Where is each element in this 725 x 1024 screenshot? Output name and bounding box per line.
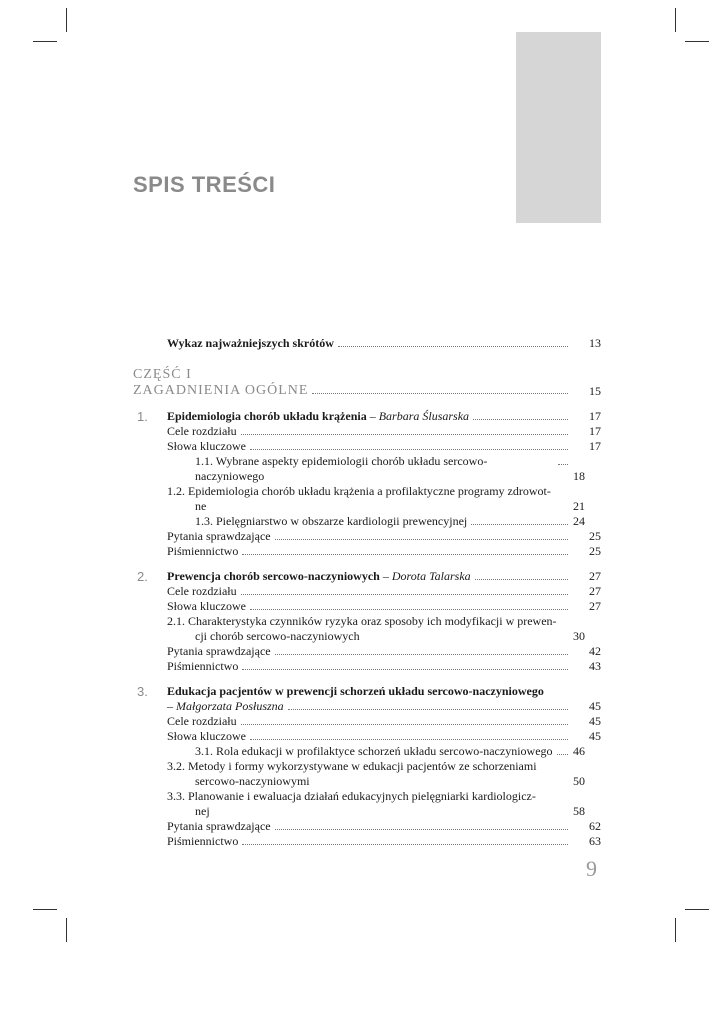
toc-entry[interactable] (133, 644, 601, 659)
toc-entry-label: 3.3. Planowanie i ewaluacja działań edukacyjnych pielęgniarki kardiologicz- (167, 789, 536, 803)
toc-entry-label: Piśmiennictwo (167, 659, 239, 673)
chapter-heading[interactable] (133, 409, 601, 424)
crop-mark (685, 909, 709, 910)
toc-entry[interactable] (133, 729, 601, 744)
part-number: CZĘŚĆ I (133, 367, 192, 382)
toc-page-number: 13 (589, 336, 601, 350)
toc-page-number: 27 (589, 599, 601, 613)
toc-entry-label: Słowa kluczowe (167, 729, 246, 743)
decorative-gray-block (516, 32, 601, 223)
toc-entry-continuation: ne (195, 499, 207, 513)
chapter-title: Epidemiologia chorób układu krążenia (167, 409, 367, 423)
toc-entry[interactable] (133, 529, 601, 544)
toc-entry[interactable] (133, 424, 601, 439)
crop-mark (675, 918, 676, 942)
author-separator: – (167, 699, 176, 713)
toc-entry[interactable] (133, 544, 601, 559)
toc-page-number: 45 (589, 729, 601, 743)
crop-mark (675, 8, 676, 32)
chapter-title: Prewencja chorób sercowo-naczyniowych (167, 569, 380, 583)
chapter-number: 3. (137, 684, 148, 699)
author-separator: – (379, 569, 392, 583)
toc-page-number: 17 (589, 439, 601, 453)
toc-page-number: 63 (589, 834, 601, 848)
toc-entry-label: Wykaz najważniejszych skrótów (167, 336, 334, 350)
toc-page-number: 27 (589, 569, 601, 583)
toc-page-number: 27 (589, 584, 601, 598)
toc-entry-label: 1.1. Wybrane aspekty epidemiologii chorób układu sercowo-naczyniowego (195, 454, 488, 483)
toc-entry[interactable] (133, 834, 601, 849)
chapter-heading[interactable] (133, 569, 601, 584)
toc-entry-label: Piśmiennictwo (167, 834, 239, 848)
page-title: SPIS TREŚCI (133, 172, 276, 197)
toc-entry[interactable] (133, 659, 601, 674)
chapter-title: Edukacja pacjentów w prewencji schorzeń układu sercowo-naczyniowego (167, 684, 544, 698)
toc-subsection[interactable]: 3.3. Planowanie i ewaluacja działań edukacyjnych pielęgniarki kardiologicz- nej 58 (167, 789, 585, 818)
crop-mark (66, 918, 67, 942)
toc-page-number: 62 (589, 819, 601, 833)
toc-entry[interactable] (133, 599, 601, 614)
toc-page-number: 45 (589, 714, 601, 728)
toc-page-number: 43 (589, 659, 601, 673)
toc-subsection[interactable]: 1.3. Pielęgniarstwo w obszarze kardiologii prewencyjnej 24 (195, 514, 585, 528)
toc-entry-label: Piśmiennictwo (167, 544, 239, 558)
chapter-author: Dorota Talarska (391, 569, 471, 583)
toc-page-number: 45 (589, 699, 601, 713)
table-of-contents (133, 336, 601, 849)
toc-entry-label: Cele rozdziału (167, 714, 237, 728)
toc-entry[interactable] (133, 714, 601, 729)
toc-page-number: 25 (589, 529, 601, 543)
toc-entry-label: Cele rozdziału (167, 584, 237, 598)
toc-page-number: 42 (589, 644, 601, 658)
toc-entry-label: Pytania sprawdzające (167, 644, 271, 658)
crop-mark (33, 41, 57, 42)
chapter-author: Barbara Ślusarska (378, 409, 470, 423)
toc-subsection[interactable]: 1.2. Epidemiologia chorób układu krążenia a profilaktyczne programy zdrowot- ne 21 (167, 484, 585, 513)
toc-entry-label: 3.1. Rola edukacji w profilaktyce schorzeń układu sercowo-naczyniowego (195, 744, 553, 758)
toc-page-number: 15 (589, 384, 601, 398)
toc-entry-label: Słowa kluczowe (167, 439, 246, 453)
toc-entry-continuation: sercowo-naczyniowymi (195, 774, 310, 788)
toc-entry[interactable] (133, 819, 601, 834)
author-separator: – (366, 409, 379, 423)
toc-entry-label: Słowa kluczowe (167, 599, 246, 613)
toc-subsection[interactable]: 2.1. Charakterystyka czynników ryzyka oraz sposoby ich modyfikacji w prewen- cji chorób sercowo-naczyniowych 30 (167, 614, 585, 643)
toc-subsection[interactable]: 3.1. Rola edukacji w profilaktyce schorzeń układu sercowo-naczyniowego 46 (195, 744, 585, 758)
crop-mark (685, 41, 709, 42)
toc-page-number: 17 (589, 409, 601, 423)
chapter-author: Małgorzata Posłuszna (176, 699, 284, 713)
chapter-number: 1. (137, 409, 148, 424)
toc-entry-label: Pytania sprawdzające (167, 529, 271, 543)
chapter-list (133, 409, 601, 849)
toc-entry-label: 1.2. Epidemiologia chorób układu krążenia a profilaktyczne programy zdrowot- (167, 484, 551, 498)
toc-entry[interactable] (133, 584, 601, 599)
crop-mark (66, 8, 67, 32)
chapter-number: 2. (137, 569, 148, 584)
toc-page-number: 17 (589, 424, 601, 438)
toc-entry[interactable] (133, 439, 601, 454)
toc-subsection[interactable]: 3.2. Metody i formy wykorzystywane w edukacji pacjentów ze schorzeniami sercowo-naczyniowymi 50 (167, 759, 585, 788)
toc-entry-continuation: cji chorób sercowo-naczyniowych (195, 629, 360, 643)
toc-page-number: 25 (589, 544, 601, 558)
toc-entry-abbreviations[interactable] (133, 336, 601, 351)
toc-entry-label: Cele rozdziału (167, 424, 237, 438)
toc-entry-label: 1.3. Pielęgniarstwo w obszarze kardiologii prewencyjnej (195, 514, 468, 528)
part-title: ZAGADNIENIA OGÓLNE (133, 383, 309, 398)
toc-part-heading[interactable] (133, 367, 601, 399)
toc-entry-continuation: nej (195, 804, 210, 818)
page-number: 9 (586, 856, 597, 881)
toc-entry-label: 3.2. Metody i formy wykorzystywane w edukacji pacjentów ze schorzeniami (167, 759, 537, 773)
chapter-heading[interactable] (133, 684, 601, 714)
toc-entry-label: 2.1. Charakterystyka czynników ryzyka oraz sposoby ich modyfikacji w prewen- (167, 614, 557, 628)
crop-mark (33, 909, 57, 910)
toc-entry-label: Pytania sprawdzające (167, 819, 271, 833)
toc-subsection[interactable]: 1.1. Wybrane aspekty epidemiologii chorób układu sercowo-naczyniowego 18 (195, 454, 585, 483)
